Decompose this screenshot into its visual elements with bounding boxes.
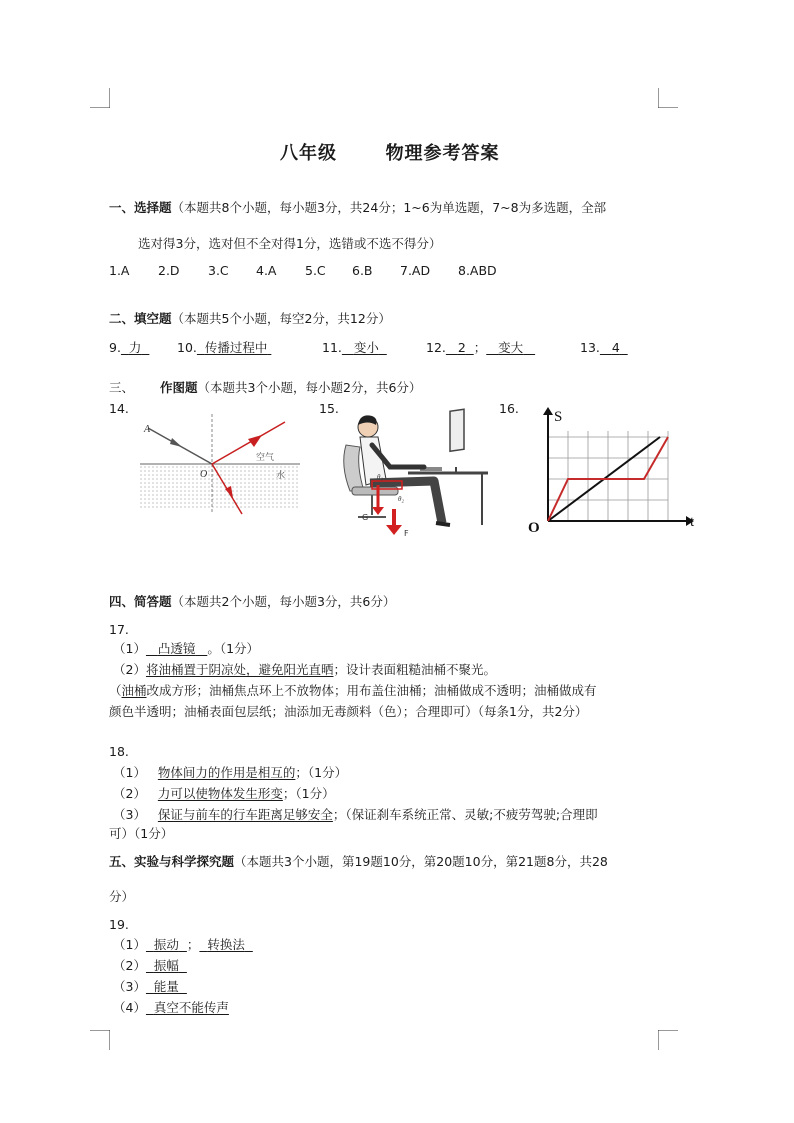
section-4-note: （本题共2个小题，每小题3分，共6分）	[171, 594, 396, 609]
q12-answer-1: 2	[457, 340, 466, 355]
section-5-note-line2: 分）	[109, 889, 135, 904]
label-origin: O	[528, 520, 540, 536]
q11-answer: 变小	[353, 340, 379, 355]
chair-back	[344, 445, 364, 491]
label-theta2: θ₂	[398, 495, 404, 503]
q17-part3-line1: （油桶改成方形；油桶焦点环上不放物体；用布盖住油桶；油桶做成不透明；油桶做成有	[109, 683, 597, 698]
figure-14-refraction	[140, 414, 300, 518]
q19-part4: （4） 真空不能传声	[113, 1000, 229, 1015]
q13-item	[580, 340, 628, 356]
label-f: F	[404, 529, 409, 537]
gravity-arrow-head-icon	[372, 507, 384, 515]
fill-answers-row	[109, 340, 149, 356]
section-3-heading: 作图题	[160, 380, 198, 395]
mc-answer-5: 5.C	[305, 263, 326, 278]
label-o: O	[200, 469, 208, 480]
q17-part2-answer: 将油桶置于阴凉处，避免阳光直晒	[145, 662, 334, 677]
section-4-header	[109, 594, 395, 610]
label-theta1: θ₁	[377, 473, 383, 481]
section-2-header	[109, 311, 391, 327]
q15-number: 15.	[319, 401, 339, 416]
q13-answer: 4	[611, 340, 620, 355]
mc-answer-7: 7.AD	[400, 263, 431, 278]
incident-arrow-icon	[170, 438, 182, 447]
q19-part3: （3） 能量	[113, 979, 187, 995]
monitor	[450, 409, 464, 451]
q10-number: 10.	[177, 340, 197, 355]
page-title	[280, 139, 500, 165]
figure-16-st-graph	[524, 405, 704, 537]
q19-part1-answer-1: 振动	[153, 937, 179, 952]
q13-number: 13.	[580, 340, 600, 355]
section-3-header	[109, 380, 421, 396]
section-5-heading: 五、实验与科学探究题	[109, 854, 235, 869]
label-g: G	[362, 513, 369, 522]
q10-item	[177, 340, 271, 356]
q9-answer: 力	[128, 340, 142, 355]
title-subject: 物理参考答案	[385, 143, 500, 164]
mc-answer-1: 1.A	[109, 263, 130, 278]
q17-part1: （1） 凸透镜 。（1分）	[113, 641, 260, 656]
section-3-prefix: 三、	[109, 380, 135, 395]
q11-number: 11.	[322, 340, 342, 355]
force-f-arrow-head-icon	[386, 525, 402, 535]
q12-item	[426, 340, 535, 356]
q17-number: 17.	[109, 622, 129, 637]
q17-part1-answer: 凸透镜	[157, 641, 196, 656]
q19-part4-answer: 真空不能传声	[153, 1000, 229, 1015]
section-5-header	[109, 854, 608, 870]
q10-answer: 传播过程中	[204, 340, 268, 355]
crop-mark-top-right	[658, 88, 678, 108]
section-1-header	[109, 200, 606, 216]
q11-item	[322, 340, 387, 356]
q18-part3-answer: 保证与前车的行车距离足够安全	[157, 807, 333, 822]
q18-part3: （3） 保证与前车的行车距离足够安全；（保证刹车系统正常、灵敏;不疲劳驾驶;合理即	[113, 807, 598, 822]
section-2-note: （本题共5个小题，每空2分，共12分）	[171, 311, 391, 326]
mc-answer-8: 8.ABD	[458, 263, 497, 278]
section-1-note-line2: 选对得3分，选对但不全对得1分，选错或不选不得分）	[138, 236, 442, 251]
q16-number: 16.	[499, 401, 519, 416]
q18-part3-line2: 可）（1分）	[109, 826, 174, 841]
crop-mark-bottom-right	[658, 1030, 678, 1050]
crop-mark-top-left	[90, 88, 110, 108]
q18-part2: （2） 力可以使物体发生形变；（1分）	[113, 786, 335, 801]
q12-answer-2: 变大	[498, 340, 524, 355]
label-a: A	[144, 424, 151, 435]
q19-number: 19.	[109, 917, 129, 932]
q12-separator: ；	[473, 340, 487, 355]
q18-number: 18.	[109, 744, 129, 759]
reflected-ray	[212, 422, 285, 464]
q12-number: 12.	[426, 340, 446, 355]
q18-part1: （1） 物体间力的作用是相互的；（1分）	[113, 765, 348, 780]
reflected-arrow-icon	[248, 435, 262, 447]
figure-15-seated-person	[338, 405, 488, 537]
mc-answer-4: 4.A	[256, 263, 277, 278]
q18-part2-answer: 力可以使物体发生形变	[157, 786, 283, 801]
person-foot	[436, 523, 450, 525]
q19-part2-answer: 振幅	[153, 958, 179, 973]
mc-answer-3: 3.C	[208, 263, 229, 278]
section-1-heading: 一、选择题	[109, 200, 172, 215]
mc-answer-2: 2.D	[158, 263, 180, 278]
q18-part1-answer: 物体间力的作用是相互的	[157, 765, 296, 780]
q19-part1-answer-2: 转换法	[207, 937, 245, 952]
label-t: t	[690, 514, 695, 530]
crop-mark-bottom-left	[90, 1030, 110, 1050]
title-grade: 八年级	[280, 143, 337, 164]
section-3-note: （本题共3个小题，每小题2分，共6分）	[197, 380, 422, 395]
label-s: S	[554, 409, 563, 425]
chair-seat	[352, 487, 398, 495]
mc-answer-6: 6.B	[352, 263, 373, 278]
q19-part3-answer: 能量	[153, 979, 179, 994]
q9-number: 9.	[109, 340, 121, 355]
section-1-note: （本题共8个小题，每小题3分，共24分；1~6为单选题，7~8为多选题，全部	[171, 200, 607, 215]
label-water: 水	[276, 471, 286, 481]
q19-part1: （1） 振动 ； 转换法	[113, 937, 253, 953]
q17-part2: （2）将油桶置于阴凉处，避免阳光直晒；设计表面粗糙油桶不聚光。	[113, 662, 496, 677]
section-5-note: （本题共3个小题，第19题10分，第20题10分，第21题8分，共28	[234, 854, 608, 869]
section-2-heading: 二、填空题	[109, 311, 172, 326]
q17-part3-line2: 颜色半透明；油桶表面包层纸；油添加无毒颜料（色）；合理即可）（每条1分，共2分）	[109, 704, 588, 719]
q19-part2: （2） 振幅	[113, 958, 187, 974]
section-4-heading: 四、简答题	[109, 594, 172, 609]
q14-number: 14.	[109, 401, 129, 416]
label-air: 空气	[256, 453, 275, 463]
s-axis-arrow-icon	[543, 407, 553, 415]
